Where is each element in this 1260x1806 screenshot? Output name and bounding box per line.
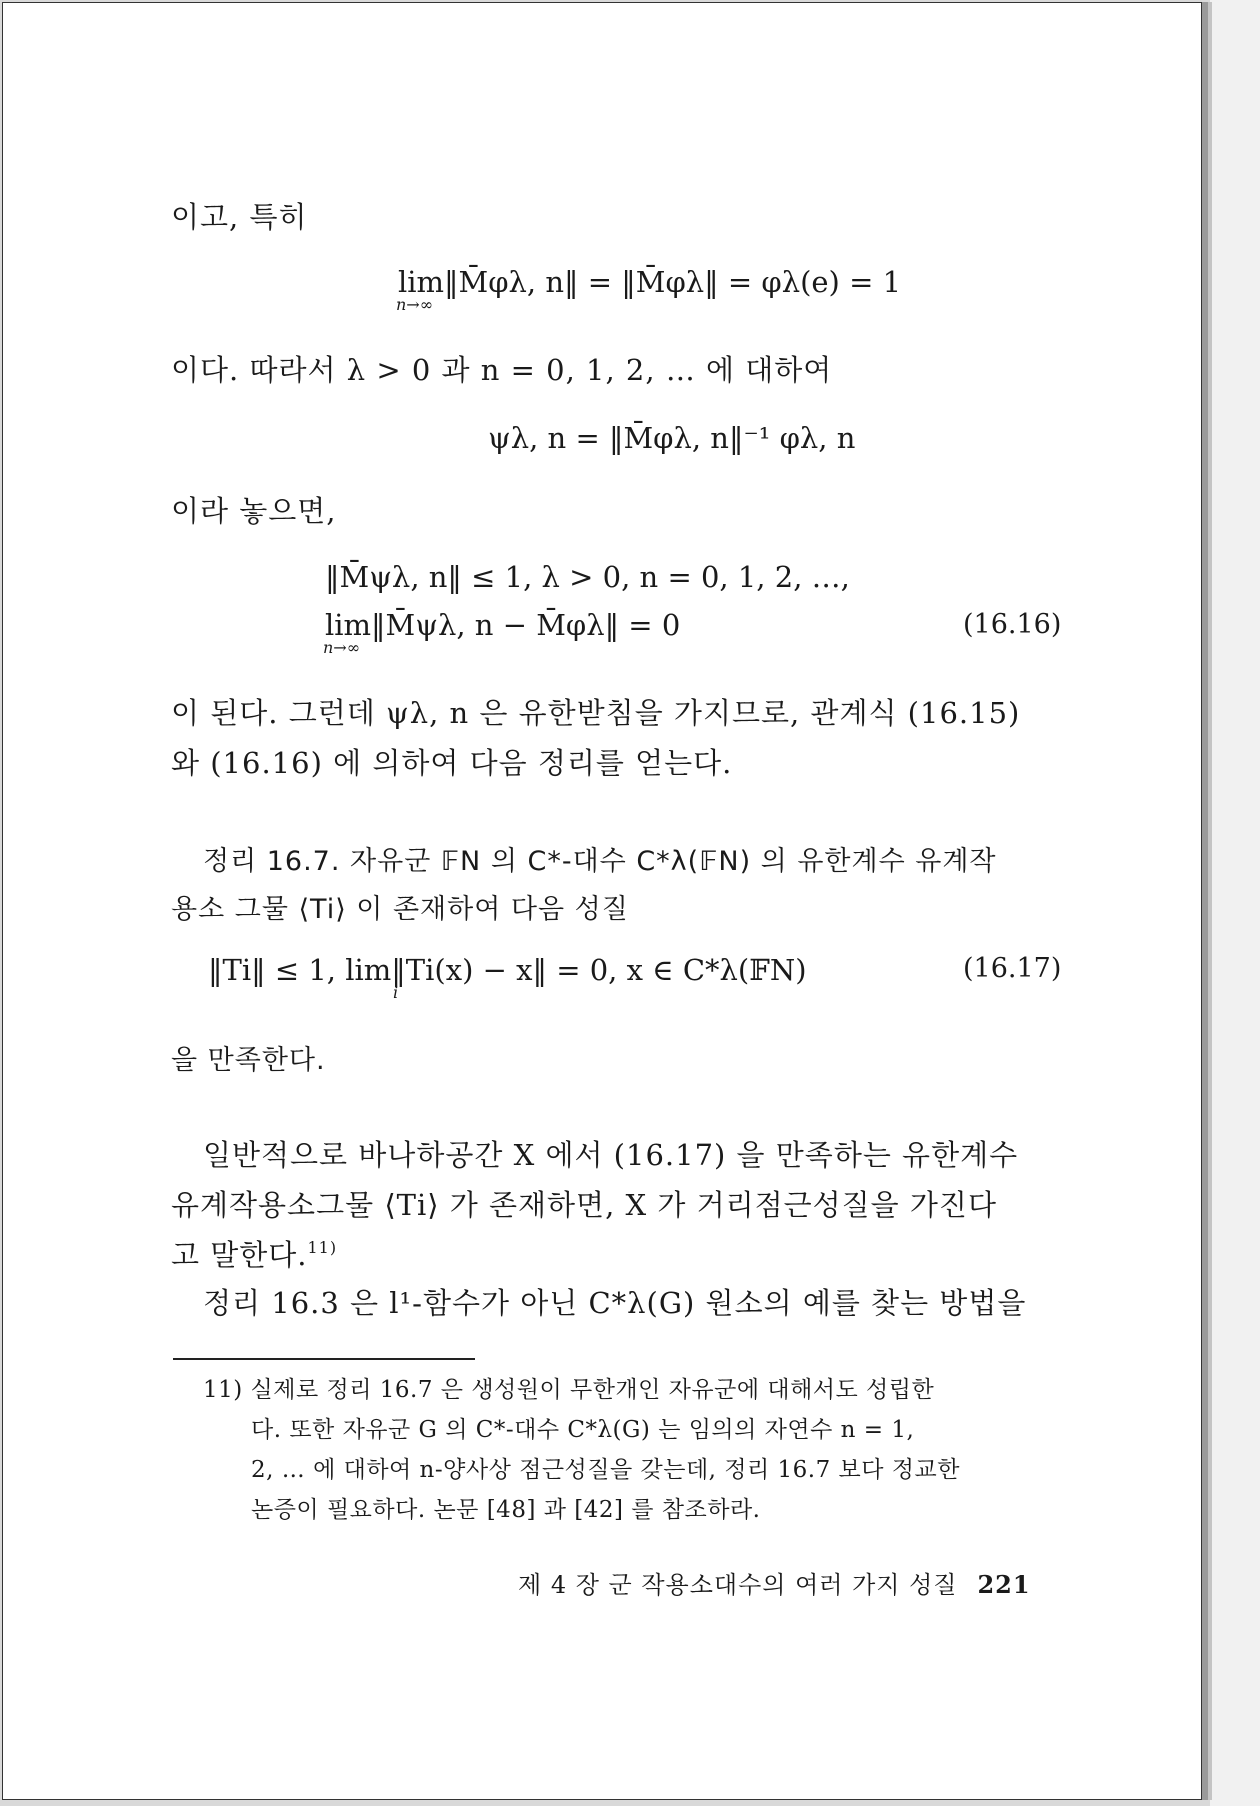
- equation-limit-convergence: [323, 608, 681, 657]
- equation-norm-bound: ‖M̄ψλ, n‖ ≤ 1, λ > 0, n = 0, 1, 2, …,: [325, 560, 850, 594]
- paragraph-text: 정리 16.3 은 l¹-함수가 아닌 C*λ(G) 원소의 예를 찾는 방법을: [203, 1286, 1027, 1320]
- equation-text: lim‖M̄φλ, n‖ = ‖M̄φλ‖ = φλ(e) = 1: [398, 265, 902, 299]
- theorem-statement: 정리 16.7. 자유군 𝔽N 의 C*-대수 C*λ(𝔽N) 의 유한계수 유계작: [203, 846, 997, 877]
- equation-text: ‖Ti‖ ≤ 1, lim‖Ti(x) − x‖ = 0, x ∈ C*λ(𝔽N): [208, 953, 807, 987]
- paragraph-text: 고 말한다.: [171, 1238, 308, 1272]
- book-page: [2, 2, 1202, 1800]
- page-number: 221: [977, 1570, 1031, 1599]
- footnote-text: 다. 또한 자유군 G 의 C*-대수 C*λ(G) 는 임의의 자연수 n = 1,: [251, 1417, 915, 1443]
- paragraph-text: [171, 1233, 337, 1274]
- limit-subscript: n→∞: [396, 295, 434, 314]
- equation-approximation-property: [208, 953, 807, 1002]
- limit-subscript: i: [393, 983, 399, 1002]
- limit-operator: [208, 953, 807, 1002]
- running-footer: [518, 1565, 1031, 1600]
- limit-operator: [323, 608, 681, 657]
- paragraph-text: 와 (16.16) 에 의하여 다음 정리를 얻는다.: [171, 746, 733, 780]
- equation-psi-definition: ψλ, n = ‖M̄φλ, n‖⁻¹ φλ, n: [488, 421, 856, 455]
- footnote-text: 11) 실제로 정리 16.7 은 생성원이 무한개인 자유군에 대해서도 성립한: [203, 1377, 935, 1403]
- paragraph-text: 유계작용소그물 ⟨Ti⟩ 가 존재하면, X 가 거리점근성질을 가진다: [171, 1188, 997, 1222]
- theorem-statement: 용소 그물 ⟨Ti⟩ 이 존재하여 다음 성질: [171, 894, 629, 925]
- equation-limit-norm: [396, 265, 902, 314]
- paragraph-text: 을 만족한다.: [171, 1045, 326, 1076]
- footnote-text: 논증이 필요하다. 논문 [48] 과 [42] 를 참조하라.: [251, 1497, 761, 1523]
- paragraph-text: 이 된다. 그런데 ψλ, n 은 유한받침을 가지므로, 관계식 (16.15): [171, 696, 1021, 730]
- paragraph-text: 이다. 따라서 λ > 0 과 n = 0, 1, 2, … 에 대하여: [171, 353, 833, 387]
- paragraph-text: 일반적으로 바나하공간 X 에서 (16.17) 을 만족하는 유한계수: [203, 1138, 1019, 1172]
- limit-operator: [396, 265, 902, 314]
- equation-number: (16.17): [963, 953, 1062, 984]
- footnote-text: 2, … 에 대하여 n-양사상 점근성질을 갖는데, 정리 16.7 보다 정교한: [251, 1457, 960, 1483]
- viewer-background: [1210, 0, 1260, 1806]
- footnote-reference[interactable]: 11): [307, 1238, 338, 1257]
- paragraph-text: 이라 놓으면,: [171, 494, 337, 528]
- footnote-divider: [173, 1358, 475, 1360]
- limit-subscript: n→∞: [323, 638, 361, 657]
- paragraph-text: 이고, 특히: [171, 200, 308, 234]
- equation-number: (16.16): [963, 609, 1062, 640]
- equation-text: lim‖M̄ψλ, n − M̄φλ‖ = 0: [325, 608, 681, 642]
- chapter-title: 제 4 장 군 작용소대수의 여러 가지 성질: [518, 1571, 958, 1599]
